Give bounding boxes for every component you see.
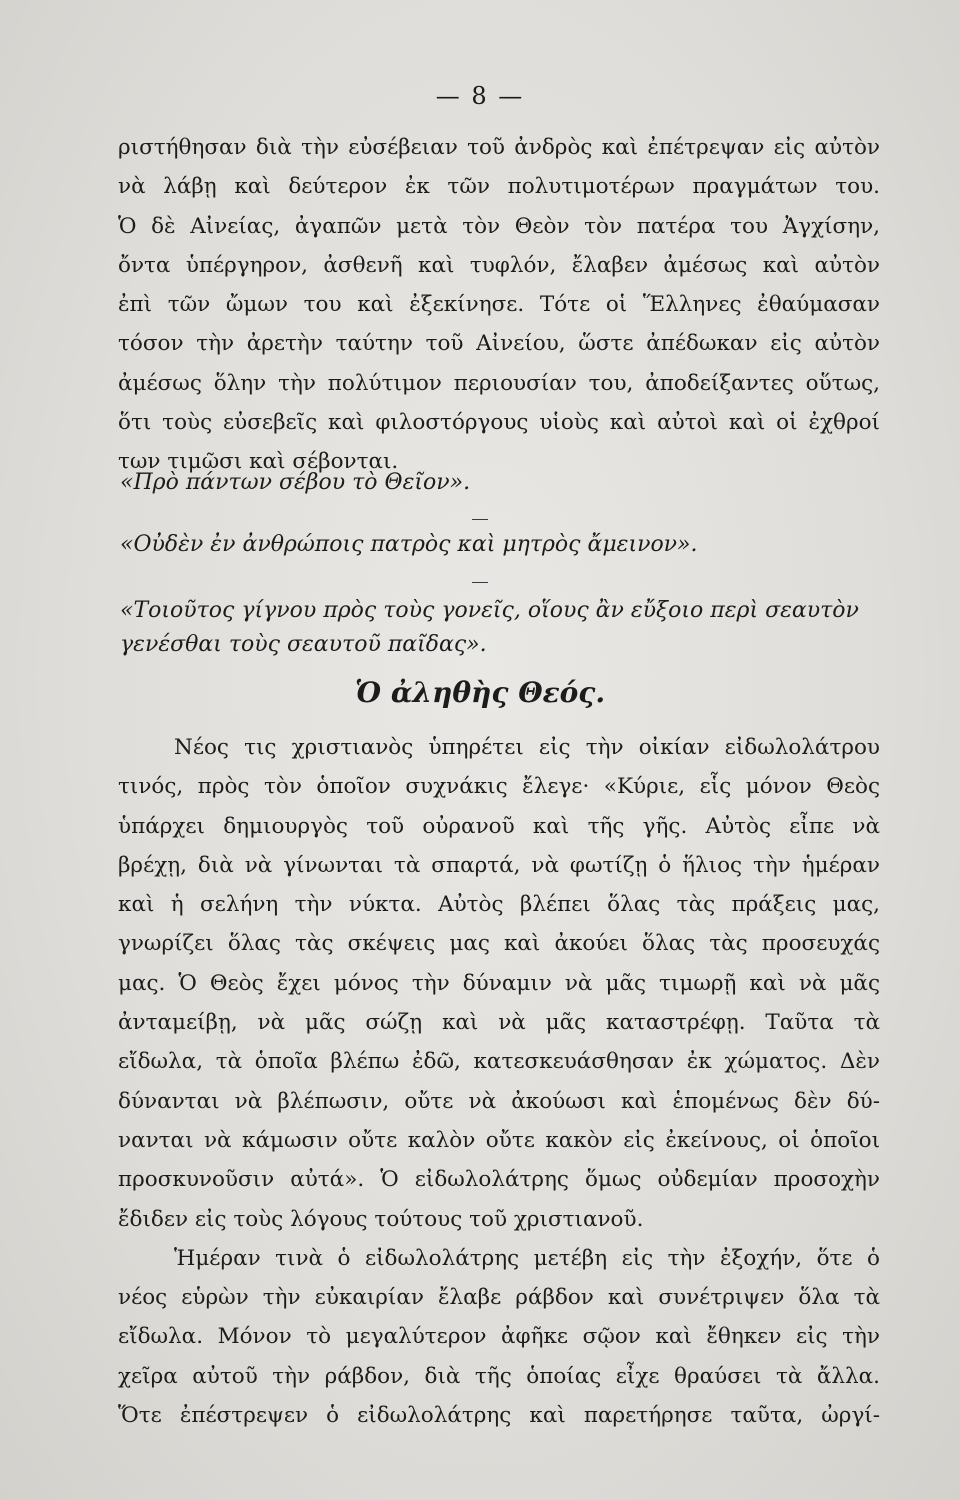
text-line: ριστήθησαν διὰ τὴν εὐσέβειαν τοῦ ἀνδρὸς καὶ ἐπέτρεψαν εἰς αὐτὸν [118,135,880,160]
text-line: ἐπὶ τῶν ὤμων του καὶ ἐξεκίνησε. Τότε οἱ Ἕλληνες ἐθαύμασαν [118,292,880,318]
page-number: — 8 — [435,82,525,110]
separator-dash [472,582,488,583]
quote-parents-line-2: γενέσθαι τοὺς σεαυτοῦ παῖδας». [120,632,487,657]
text-line: νὰ λάβῃ καὶ δεύτερον ἐκ τῶν πολυτιμοτέρων πραγμάτων του. [118,174,880,200]
text-line: Ὅτε ἐπέστρεψεν ὁ εἰδωλολάτρης καὶ παρετήρησε ταῦτα, ὠργί- [118,1403,880,1429]
paragraph-true-god [118,728,880,1435]
text-line: νανται νὰ κάμωσιν οὔτε καλὸν οὔτε κακὸν εἰς ἐκείνους, οἱ ὁποῖοι [118,1127,880,1153]
text-line: τινός, πρὸς τὸν ὁποῖον συχνάκις ἔλεγε· «Κύριε, εἷς μόνον Θεὸς [118,774,880,800]
text-line: καὶ ἡ σελήνη τὴν νύκτα. Αὐτὸς βλέπει ὅλας τὰς πράξεις μας, [118,892,880,918]
text-line: Νέος τις χριστιανὸς ὑπηρέτει εἰς τὴν οἰκίαν εἰδωλολάτρου [174,735,880,760]
text-line: ὅτι τοὺς εὐσεβεῖς καὶ φιλοστόργους υἱοὺς καὶ αὐτοὶ καὶ οἱ ἐχθροί [118,410,880,436]
section-heading: Ὁ ἀληθὴς Θεός. [354,676,606,709]
text-line: δύνανται νὰ βλέπωσιν, οὔτε νὰ ἀκούωσι καὶ ἑπομένως δὲν δύ- [118,1088,880,1114]
text-line: μας. Ὁ Θεὸς ἔχει μόνος τὴν δύναμιν νὰ μᾶς τιμωρῇ καὶ νὰ μᾶς [118,970,880,996]
text-line: ὑπάρχει δημιουργὸς τοῦ οὐρανοῦ καὶ τῆς γῆς. Αὐτὸς εἶπε νὰ [118,813,880,839]
quote-revere-divine: «Πρὸ πάντων σέβου τὸ Θεῖον». [120,470,471,495]
quote-father-mother: «Οὐδὲν ἐν ἀνθρώποις πατρὸς καὶ μητρὸς ἄμεινον». [120,532,698,557]
text-line: εἴδωλα. Μόνον τὸ μεγαλύτερον ἀφῆκε σῷον καὶ ἔθηκεν εἰς τὴν [118,1324,880,1350]
text-line: Ὁ δὲ Αἰνείας, ἀγαπῶν μετὰ τὸν Θεὸν τὸν πατέρα του Ἀγχίσην, [118,213,880,239]
text-line: νέος εὑρὼν τὴν εὐκαιρίαν ἔλαβε ράβδον καὶ συνέτριψεν ὅλα τὰ [118,1285,880,1311]
text-line: Ἡμέραν τινὰ ὁ εἰδωλολάτρης μετέβη εἰς τὴν ἐξοχήν, ὅτε ὁ [174,1245,880,1271]
text-line: βρέχῃ, διὰ νὰ γίνωνται τὰ σπαρτά, νὰ φωτίζῃ ὁ ἥλιος τὴν ἡμέραν [118,852,880,878]
separator-dash [472,519,488,520]
text-line: γνωρίζει ὅλας τὰς σκέψεις μας καὶ ἀκούει ὅλας τὰς προσευχάς [118,931,880,957]
text-line: ὄντα ὑπέργηρον, ἀσθενῆ καὶ τυφλόν, ἔλαβεν ἀμέσως καὶ αὐτὸν [118,252,880,278]
text-line: εἴδωλα, τὰ ὁποῖα βλέπω ἐδῶ, κατεσκευάσθησαν ἐκ χώματος. Δὲν [118,1049,880,1075]
quote-parents-line-1: «Τοιοῦτος γίγνου πρὸς τοὺς γονεῖς, οἵους ἂν εὔξοιο περὶ σεαυτὸν [120,598,859,623]
text-line: προσκυνοῦσιν αὐτά». Ὁ εἰδωλολάτρης ὅμως οὐδεμίαν προσοχὴν [118,1167,880,1193]
text-line: τόσον τὴν ἀρετὴν ταύτην τοῦ Αἰνείου, ὥστε ἀπέδωκαν εἰς αὐτὸν [118,331,880,357]
text-line: χεῖρα αὐτοῦ τὴν ράβδον, διὰ τῆς ὁποίας εἶχε θραύσει τὰ ἄλλα. [118,1363,880,1389]
text-line: ἔδιδεν εἰς τοὺς λόγους τούτους τοῦ χριστιανοῦ. [118,1206,644,1232]
text-line: ἀμέσως ὅλην τὴν πολύτιμον περιουσίαν του, ἀποδείξαντες οὕτως, [118,370,880,396]
paragraph-aeneas [118,128,880,482]
text-line: ἀνταμείβῃ, νὰ μᾶς σώζῃ καὶ νὰ μᾶς καταστρέφῃ. Ταῦτα τὰ [118,1010,880,1036]
text-line: των τιμῶσι καὶ σέβονται. [118,449,399,475]
